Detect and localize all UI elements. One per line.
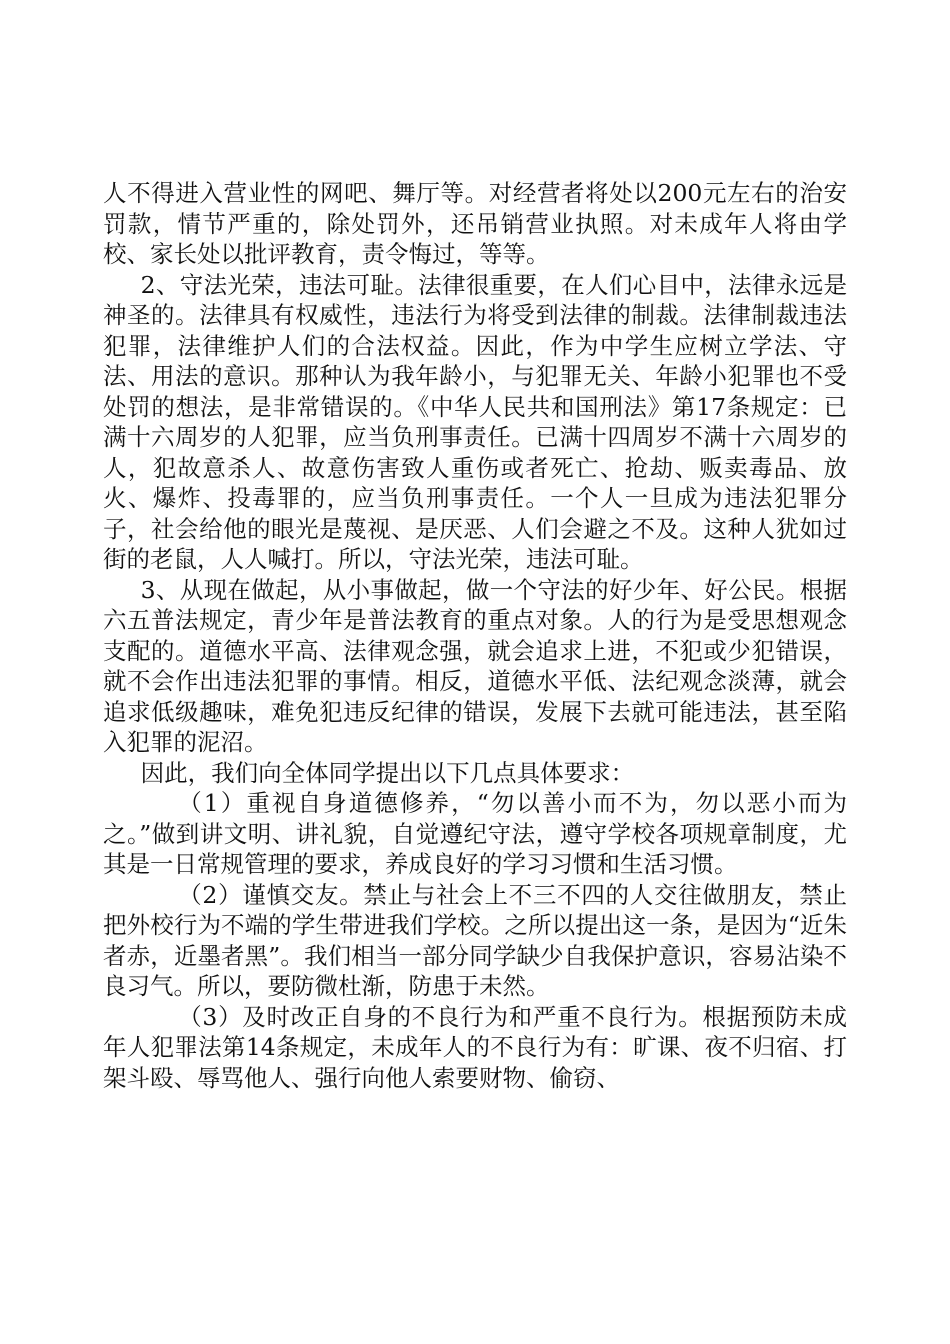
paragraph-requirements-intro: 因此，我们向全体同学提出以下几点具体要求：	[140, 758, 635, 787]
document-body	[103, 178, 847, 1093]
paragraph-point-2: 2、守法光荣，违法可耻。法律很重要，在人们心目中，法律永远是神圣的。法律具有权威性，违法行为将受到法律的制裁。法律制裁违法犯罪，法律维护人们的合法权益。因此，作为中学生应树立学法、守法、用法的意识。那种认为我年龄小，与犯罪无关、年龄小犯罪也不受处罚的想法，是非常错误的。《中华人民共和国刑法》第17条规定：已满十六周岁的人犯罪，应当负刑事责任。已满十四周岁不满十六周岁的人，犯故意杀人、故意伤害致人重伤或者死亡、抢劫、贩卖毒品、放火、爆炸、投毒罪的，应当负刑事责任。一个人一旦成为违法犯罪分子，社会给他的眼光是蔑视、是厌恶、人们会避之不及。这种人犹如过街的老鼠，人人喊打。所以，守法光荣，违法可耻。	[103, 270, 847, 573]
paragraph-requirement-2: （2）谨慎交友。禁止与社会上不三不四的人交往做朋友，禁止把外校行为不端的学生带进我们学校。之所以提出这一条，是因为“近朱者赤，近墨者黑”。我们相当一部分同学缺少自我保护意识，容易沾染不良习气。所以，要防微杜渐，防患于未然。	[103, 880, 847, 1000]
paragraph-requirement-3: （3）及时改正自身的不良行为和严重不良行为。根据预防未成年人犯罪法第14条规定，未成年人的不良行为有：旷课、夜不归宿、打架斗殴、辱骂他人、强行向他人索要财物、偷窃、	[103, 1002, 847, 1092]
paragraph-continuation: 人不得进入营业性的网吧、舞厅等。对经营者将处以200元左右的治安罚款，情节严重的，除处罚外，还吊销营业执照。对未成年人将由学校、家长处以批评教育，责令悔过，等等。	[103, 179, 847, 268]
paragraph-requirement-1: （1）重视自身道德修养，“勿以善小而不为，勿以恶小而为之。”做到讲文明、讲礼貌，自觉遵纪守法，遵守学校各项规章制度，尤其是一日常规管理的要求，养成良好的学习习惯和生活习惯。	[103, 789, 847, 878]
paragraph-point-3: 3、从现在做起，从小事做起，做一个守法的好少年、好公民。根据六五普法规定，青少年是普法教育的重点对象。人的行为是受思想观念支配的。道德水平高、法律观念强，就会追求上进，不犯或少犯错误，就不会作出违法犯罪的事情。相反，道德水平低、法纪观念淡薄，就会追求低级趣味，难免犯违反纪律的错误，发展下去就可能违法，甚至陷入犯罪的泥沼。	[103, 575, 847, 756]
